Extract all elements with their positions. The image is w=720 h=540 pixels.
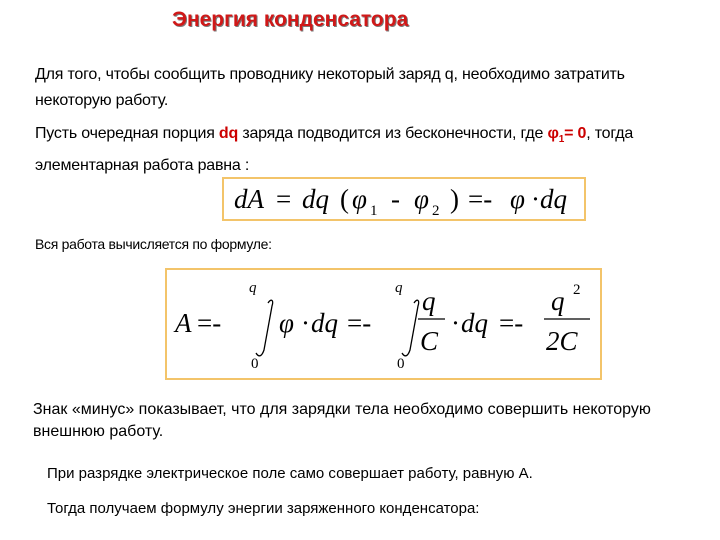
formula1-rparen: ) [450,184,459,214]
formula2-eq2: =- [347,308,372,338]
formula2-lower2: 0 [397,356,405,372]
formula1-phi2: φ [414,184,429,214]
elementary-work-formula-box [222,177,586,221]
formula1-phi1: φ [352,184,367,214]
integral-sign-1 [256,300,273,356]
phi-equals-zero: = 0 [564,125,587,142]
charge-text-before: Пусть очередная порция [35,125,219,142]
formula2-num2: q [551,286,565,316]
formula2-upper2: q [395,280,403,296]
energy-formula-intro: Тогда получаем формулу энергии заряженного конденсатора: [47,500,480,517]
formula1-lhs: dA [234,184,264,214]
charge-text-middle: заряда подводится из бесконечности, где [238,125,548,142]
formula2-pow: 2 [573,282,581,298]
formula1-phi3: φ [510,184,525,214]
discharge-paragraph: При разрядке электрическое поле само совершает работу, равную A. [47,465,533,482]
formula1-sub2: 2 [432,203,440,219]
phi-symbol: φ [547,125,559,142]
formula2-dq1: dq [311,308,338,338]
formula1-lparen: ( [340,184,349,214]
formula1-eq2: =- [468,184,493,214]
page-title: Энергия конденсатора [172,8,409,31]
total-work-formula-box [165,268,602,380]
charge-text-after: , тогда элементарная работа равна : [35,125,634,175]
formula1-dq2: dq [540,184,567,214]
phi-subscript: 1 [558,134,565,146]
formula2-dq2: dq [461,308,488,338]
intro-paragraph: Для того, чтобы сообщить проводнику некоторый заряд q, необходимо затратить некоторую работу. [35,66,625,109]
formula1-sub1: 1 [370,203,378,219]
formula2-num: q [422,286,436,316]
formula2-dot2: · [451,308,460,338]
total-work-formula [167,270,600,378]
formula2-phi: φ [279,308,294,338]
elementary-work-formula [224,179,584,219]
formula2-eq1: =- [197,308,222,338]
integral-sign-2 [402,300,419,356]
total-work-caption: Вся работа вычисляется по формуле: [35,236,272,252]
formula2-den: C [420,326,439,356]
formula2-A: A [175,308,192,338]
formula1-eq1: = [276,184,292,214]
charge-paragraph [35,121,695,179]
formula2-lower1: 0 [251,356,259,372]
formula2-den2: 2C [546,326,578,356]
formula2-upper1: q [249,280,257,296]
formula2-eq3: =- [499,308,524,338]
dq-highlight: dq [218,125,239,142]
formula1-dq: dq [302,184,329,214]
formula1-dot: · [531,184,540,214]
minus-sign-paragraph: Знак «минус» показывает, что для зарядки тела необходимо совершить некоторую внешнюю работу. [33,401,651,440]
phi-highlight [547,125,587,146]
formula2-dot1: · [301,308,310,338]
formula1-minus: - [391,184,400,214]
